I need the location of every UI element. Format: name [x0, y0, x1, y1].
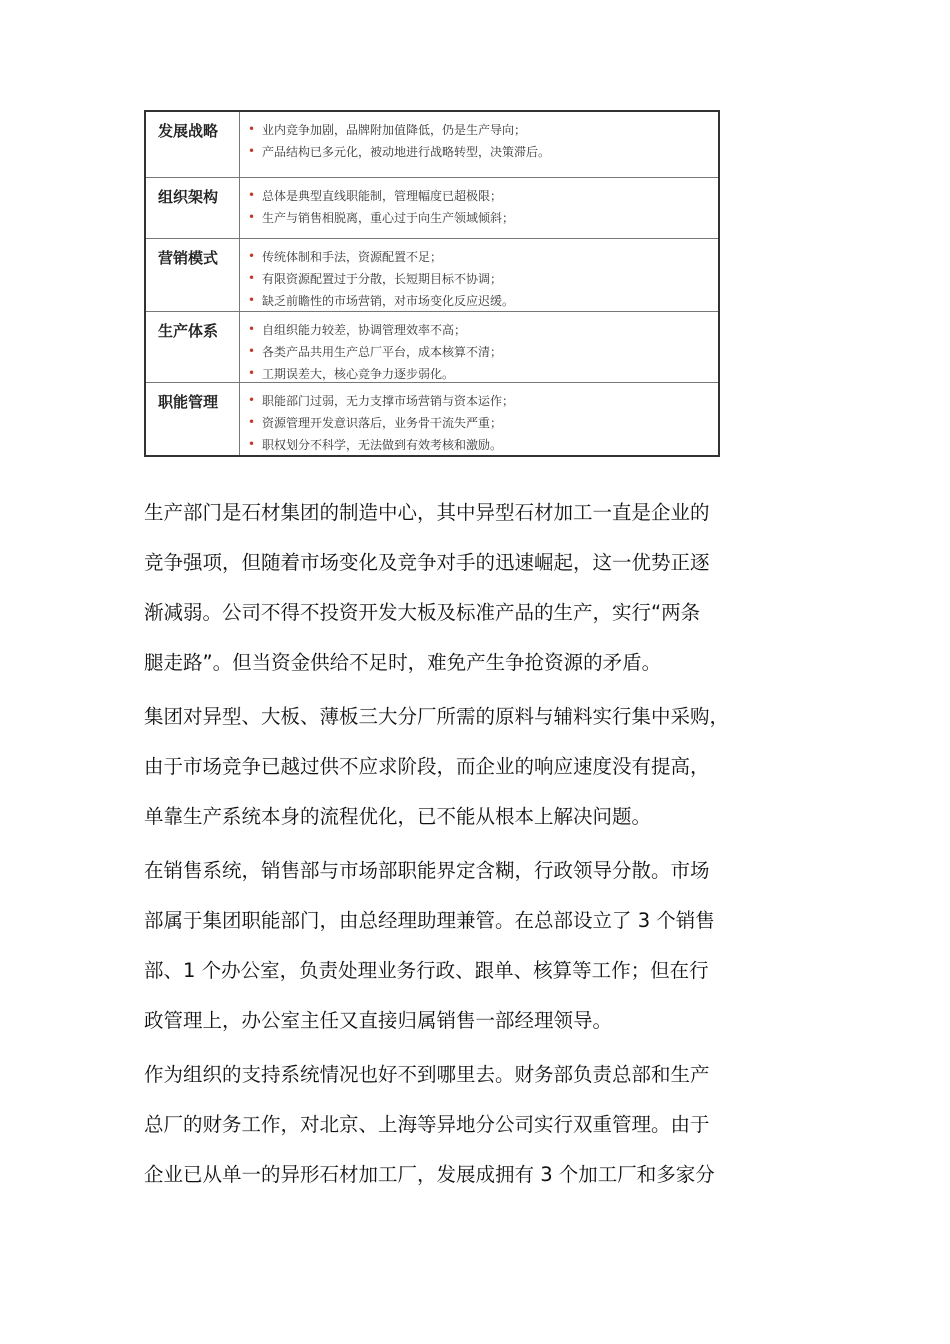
row-items: [240, 178, 718, 238]
list-item: • 职权划分不科学，无法做到有效考核和激励。: [248, 437, 503, 452]
list-item: • 资源管理开发意识落后，业务骨干流失严重；: [248, 415, 503, 430]
row-label: 生产体系: [146, 312, 240, 382]
bullet-icon: •: [248, 188, 256, 203]
bullet-icon: •: [248, 271, 256, 285]
list-item: • 缺乏前瞻性的市场营销，对市场变化反应迟缓。: [248, 293, 515, 308]
row-items: [240, 312, 718, 382]
row-items: [240, 112, 718, 177]
bullet-icon: •: [248, 144, 256, 158]
row-label: 职能管理: [146, 383, 240, 455]
paragraph-production: 生产部门是石材集团的制造中心，其中异型石材加工一直是企业的 竞争强项，但随着市场变化及竞争对手的迅速崛起，这一优势正逐 渐减弱。公司不得不投资开发大板及标准产品的生产，实行“两条 腿走路”。但当资金供给不足时，难免产生争抢资源的矛盾。: [144, 501, 710, 674]
table-row-marketing: [146, 238, 718, 311]
bullet-icon: •: [248, 393, 256, 407]
list-item: • 业内竞争加剧，品牌附加值降低，仍是生产导向；: [248, 122, 527, 137]
problem-summary-table: [144, 110, 720, 457]
paragraph-sales: 在销售系统，销售部与市场部职能界定含糊，行政领导分散。市场 部属于集团职能部门，由总经理助理兼管。在总部设立了 3 个销售 部、1 个办公室，负责处理业务行政、跟单、核算等工作；但在行 政管理上，办公室主任又直接归属销售一部经理领导。: [144, 859, 715, 1032]
bullet-icon: •: [248, 437, 256, 451]
table-row-organization: [146, 177, 718, 238]
list-item: • 产品结构已多元化，被动地进行战略转型，决策滞后。: [248, 144, 551, 159]
row-items: [240, 383, 718, 455]
list-item: • 有限资源配置过于分散，长短期目标不协调；: [248, 271, 503, 286]
list-item: • 传统体制和手法，资源配置不足；: [248, 249, 443, 264]
list-item: • 自组织能力较差，协调管理效率不高；: [248, 322, 467, 337]
row-label: 发展战略: [146, 112, 240, 177]
bullet-icon: •: [248, 122, 256, 136]
bullet-icon: •: [248, 210, 256, 225]
body-text: [144, 488, 814, 1204]
bullet-icon: •: [248, 366, 256, 380]
row-label: 组织架构: [146, 178, 240, 238]
list-item: • 生产与销售相脱离，重心过于向生产领域倾斜；: [248, 210, 515, 225]
list-item: • 总体是典型直线职能制，管理幅度已超极限；: [248, 188, 503, 203]
table-row-strategy: [146, 112, 718, 177]
bullet-icon: •: [248, 249, 256, 263]
row-label: 营销模式: [146, 239, 240, 311]
list-item: • 职能部门过弱，无力支撑市场营销与资本运作；: [248, 393, 515, 408]
bullet-icon: •: [248, 322, 256, 336]
list-item: • 各类产品共用生产总厂平台，成本核算不清；: [248, 344, 503, 359]
row-items: [240, 239, 718, 311]
paragraph-support: 作为组织的支持系统情况也好不到哪里去。财务部负责总部和生产 总厂的财务工作，对北京、上海等异地分公司实行双重管理。由于 企业已从单一的异形石材加工厂，发展成拥有 3 个加工厂和多家分: [144, 1063, 715, 1186]
table-row-production: [146, 311, 718, 382]
paragraph-procurement: 集团对异型、大板、薄板三大分厂所需的原料与辅料实行集中采购， 由于市场竞争已越过供不应求阶段，而企业的响应速度没有提高， 单靠生产系统本身的流程优化，已不能从根本上解决问题。: [144, 705, 730, 828]
bullet-icon: •: [248, 344, 256, 358]
bullet-icon: •: [248, 415, 256, 429]
list-item: • 工期误差大，核心竞争力逐步弱化。: [248, 366, 455, 381]
bullet-icon: •: [248, 293, 256, 307]
table-row-functional: [146, 382, 718, 455]
